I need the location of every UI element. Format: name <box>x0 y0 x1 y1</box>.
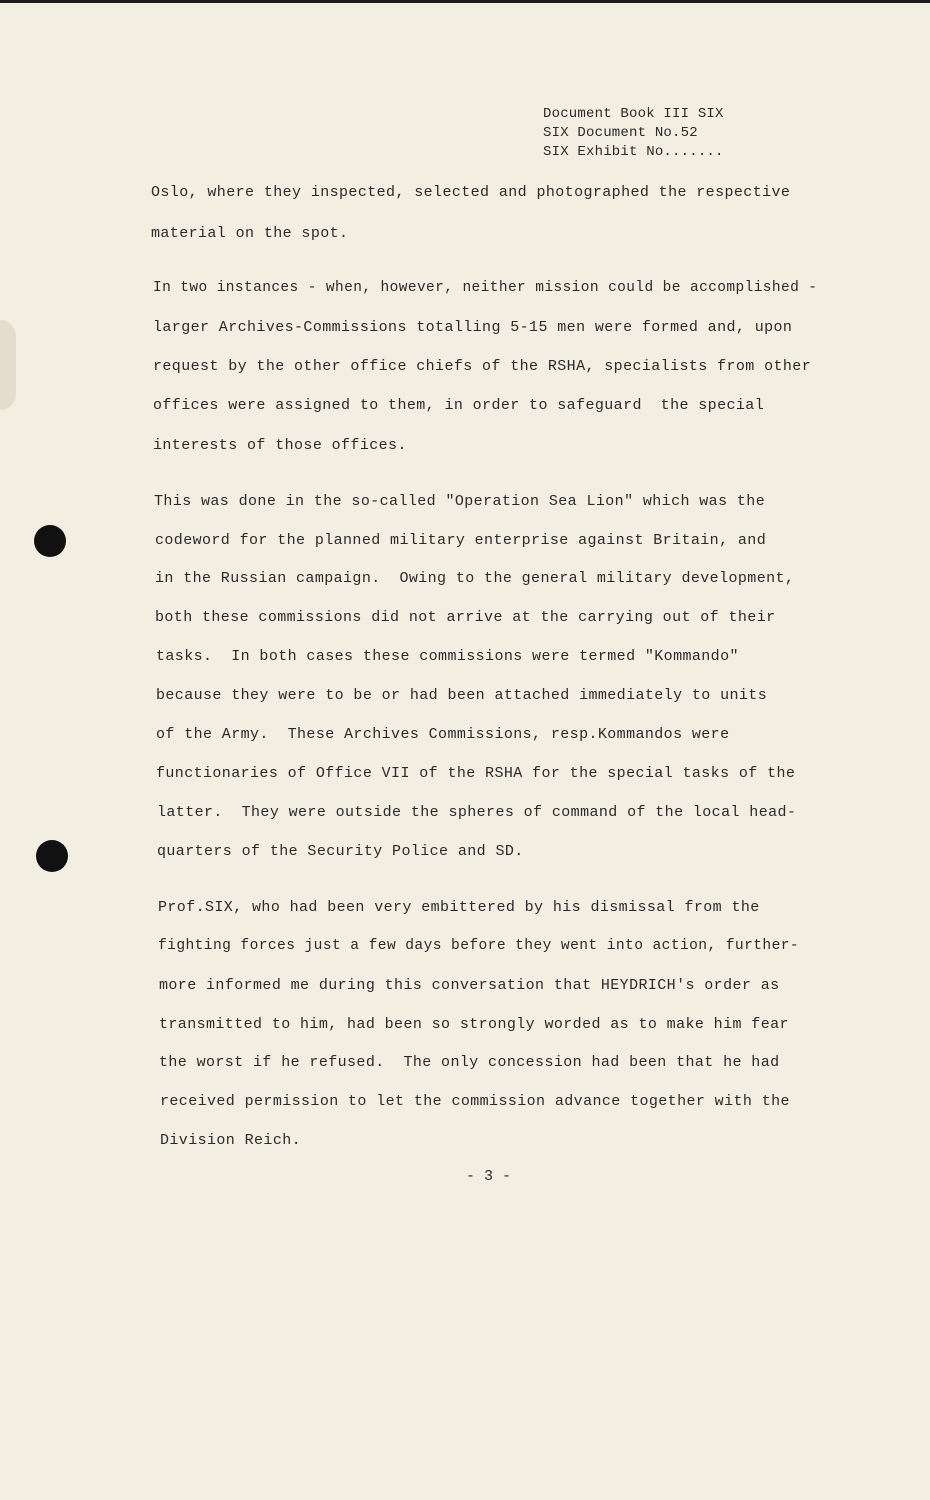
text-line: Prof.SIX, who had been very embittered by his dismissal from the <box>158 899 760 916</box>
text-line: In two instances - when, however, neither mission could be accomplished - <box>153 280 818 296</box>
text-line: latter. They were outside the spheres of command of the local head- <box>157 804 797 821</box>
doc-book-line: Document Book III SIX <box>543 106 724 122</box>
text-line: more informed me during this conversation that HEYDRICH's order as <box>159 977 780 994</box>
text-line: tasks. In both cases these commissions were termed "Kommando" <box>156 648 739 665</box>
text-line: request by the other office chiefs of the RSHA, specialists from other <box>153 358 812 375</box>
text-line: interests of those offices. <box>153 437 407 454</box>
text-line: the worst if he refused. The only concession had been that he had <box>159 1054 780 1071</box>
punch-hole-lower <box>36 840 68 872</box>
text-line: This was done in the so-called "Operation Sea Lion" which was the <box>154 493 766 510</box>
text-line: larger Archives-Commissions totalling 5-15 men were formed and, upon <box>153 319 793 336</box>
text-line: in the Russian campaign. Owing to the general military development, <box>155 570 795 587</box>
text-line: fighting forces just a few days before they went into action, further- <box>158 938 800 954</box>
exhibit-line: SIX Exhibit No....... <box>543 144 724 160</box>
text-line: codeword for the planned military enterprise against Britain, and <box>155 532 767 549</box>
text-line: Division Reich. <box>160 1132 302 1149</box>
text-line: offices were assigned to them, in order to safeguard the special <box>153 397 765 414</box>
text-line: quarters of the Security Police and SD. <box>157 843 524 860</box>
text-line: material on the spot. <box>151 225 349 242</box>
page-number: - 3 - <box>466 1168 512 1185</box>
text-line: Oslo, where they inspected, selected and photographed the respective <box>151 184 791 201</box>
paper-fold-mark <box>0 320 16 410</box>
text-line: both these commissions did not arrive at the carrying out of their <box>155 609 776 626</box>
text-line: transmitted to him, had been so strongly worded as to make him fear <box>159 1016 789 1033</box>
text-line: because they were to be or had been attached immediately to units <box>156 687 768 704</box>
text-line: functionaries of Office VII of the RSHA for the special tasks of the <box>156 765 796 782</box>
page-top-edge <box>0 0 930 3</box>
text-line: received permission to let the commission advance together with the <box>160 1093 790 1110</box>
text-line: of the Army. These Archives Commissions, resp.Kommandos were <box>156 726 730 743</box>
doc-number-line: SIX Document No.52 <box>543 125 698 141</box>
document-header <box>543 105 724 162</box>
punch-hole-upper <box>34 525 66 557</box>
